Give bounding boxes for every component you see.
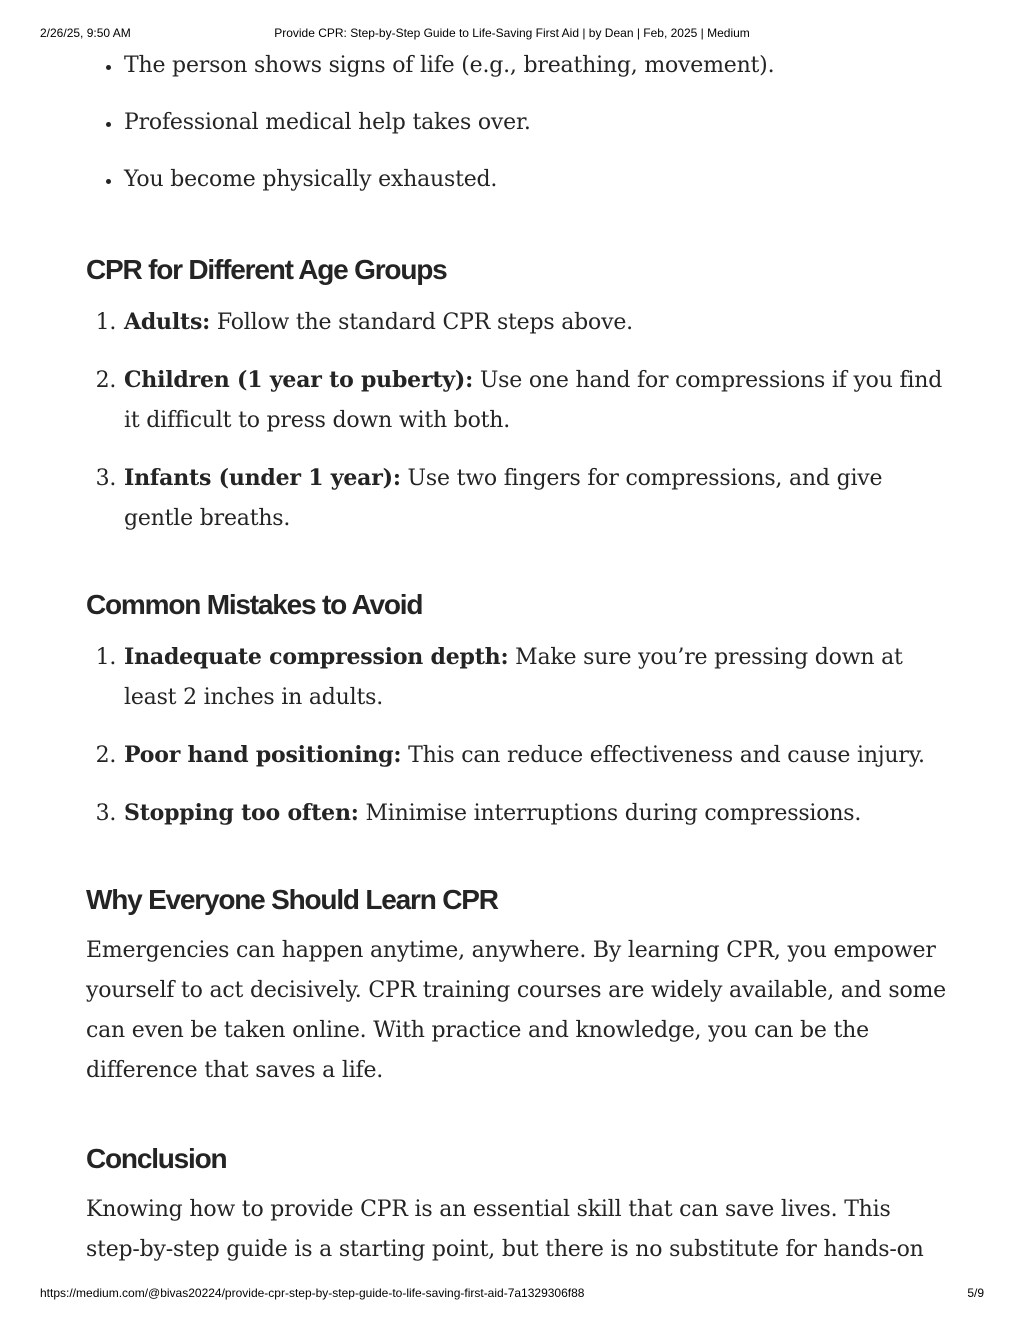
- item-label: Children (1 year to puberty):: [124, 367, 474, 393]
- list-item: [123, 735, 946, 776]
- list-item: [123, 637, 946, 718]
- list-item: • Professional medical help takes over.: [123, 103, 946, 143]
- section-heading: Why Everyone Should Learn CPR: [86, 884, 498, 915]
- mistakes-list: [86, 637, 946, 834]
- item-text: This can reduce effectiveness and cause injury.: [401, 743, 925, 768]
- list-item: [123, 458, 946, 539]
- conclusion-section: [86, 1141, 946, 1270]
- item-text: Minimise interruptions during compressions.: [358, 801, 862, 826]
- stop-conditions-list: [86, 46, 946, 200]
- item-label: Adults:: [124, 309, 211, 335]
- list-item: [123, 302, 946, 343]
- list-item: • The person shows signs of life (e.g., breathing, movement).: [123, 46, 946, 86]
- print-page-title: Provide CPR: Step-by-Step Guide to Life-Saving First Aid | by Dean | Feb, 2025 | Medium: [274, 26, 750, 40]
- paragraph: Knowing how to provide CPR is an essential skill that can save lives. This step-by-step guide is a starting point, but there is no substitute for hands-on: [86, 1197, 924, 1262]
- item-text: Follow the standard CPR steps above.: [210, 310, 633, 335]
- mistakes-section: [86, 587, 946, 851]
- stop-conditions-section: [86, 46, 946, 217]
- section-heading: CPR for Different Age Groups: [86, 254, 447, 285]
- print-datetime: 2/26/25, 9:50 AM: [40, 26, 131, 40]
- item-label: Stopping too often:: [124, 800, 359, 826]
- item-label: Poor hand positioning:: [124, 742, 402, 768]
- section-heading: Common Mistakes to Avoid: [86, 589, 423, 620]
- list-item: • You become physically exhausted.: [123, 160, 946, 200]
- print-page-number: 5/9: [967, 1286, 984, 1300]
- paragraph: Emergencies can happen anytime, anywhere. By learning CPR, you empower yourself to act decisively. CPR training courses are widely available, and some can even be taken online. With practice and knowledge, you can be the difference that saves a life.: [86, 938, 946, 1083]
- list-item: [123, 793, 946, 834]
- age-groups-section: [86, 252, 946, 556]
- section-heading: Conclusion: [86, 1143, 227, 1174]
- list-item: [123, 360, 946, 441]
- item-text: Use one hand for compressions if you find it difficult to press down with both.: [124, 368, 943, 433]
- print-url: https://medium.com/@bivas20224/provide-cpr-step-by-step-guide-to-life-saving-first-aid-7a1329306f88: [40, 1286, 585, 1300]
- item-text: Use two fingers for compressions, and give gentle breaths.: [124, 466, 883, 531]
- item-label: Infants (under 1 year):: [124, 465, 401, 491]
- item-text: Make sure you’re pressing down at least 2 inches in adults.: [124, 645, 903, 710]
- age-groups-list: [86, 302, 946, 539]
- why-learn-section: [86, 882, 946, 1091]
- item-label: Inadequate compression depth:: [124, 644, 509, 670]
